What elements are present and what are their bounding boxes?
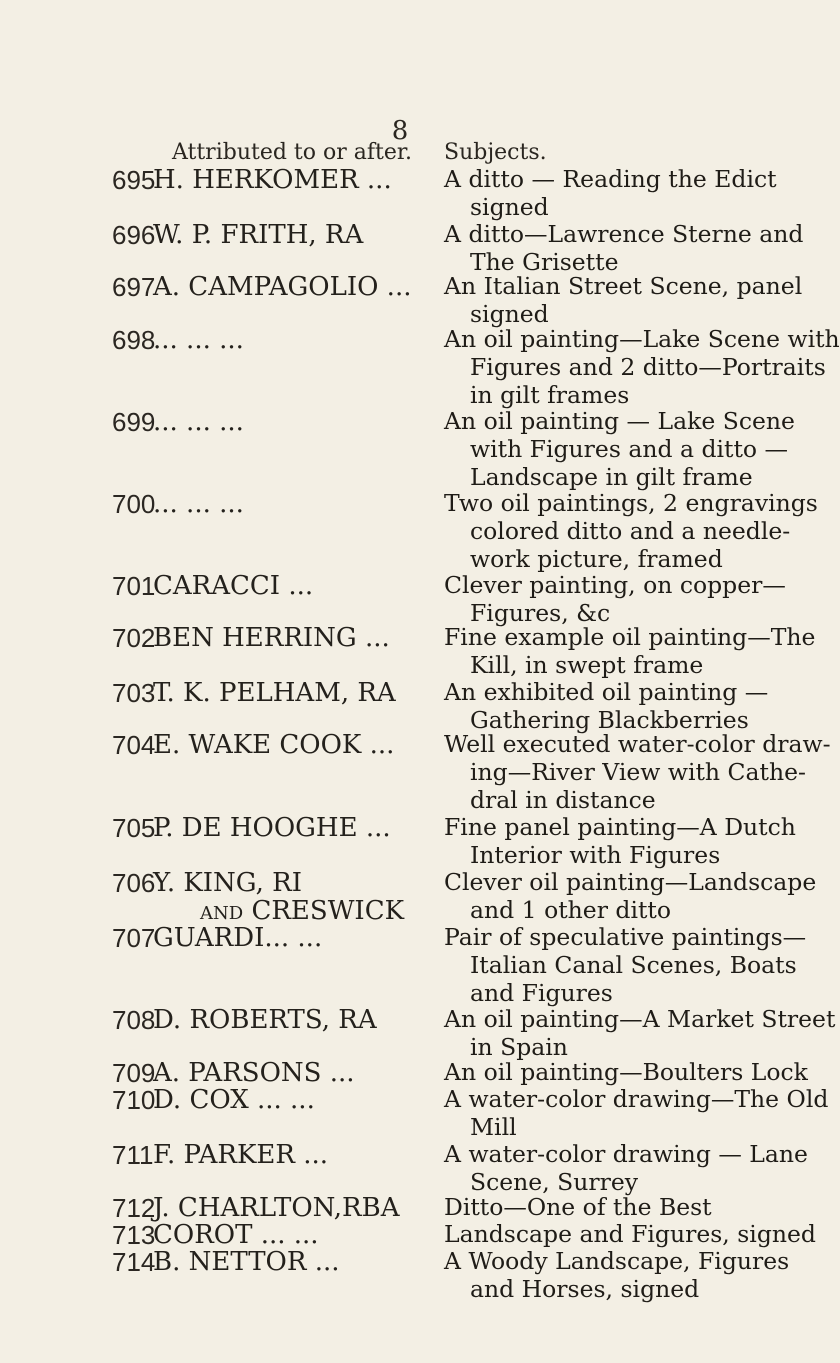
lot-subject-line: An exhibited oil painting —	[444, 678, 769, 706]
lot-artist: J. CHARLTON,RBA	[153, 1193, 400, 1223]
lot-subject	[444, 868, 817, 924]
lot-subject-line: An Italian Street Scene, panel	[444, 272, 803, 300]
lot-artist: F. PARKER ...	[153, 1140, 329, 1170]
lot-artist: T. K. PELHAM, RA	[153, 678, 396, 708]
lot-artist: COROT ... ...	[153, 1220, 319, 1250]
lot-number: 703	[112, 678, 156, 708]
lot-artist-continued: and CRESWICK	[200, 896, 405, 926]
lot-subject	[444, 165, 794, 221]
lot-subject-line: Clever oil painting—Landscape	[444, 868, 817, 896]
lot-subject-line: Kill, in swept frame	[470, 651, 704, 679]
lot-subject	[444, 923, 807, 1007]
lot-subject-line: Figures and 2 ditto—Portraits	[470, 353, 826, 381]
lot-number: 695	[112, 165, 156, 195]
lot-subject	[444, 1058, 808, 1086]
lot-artist: E. WAKE COOK ...	[153, 730, 395, 760]
column-header-attributed: Attributed to or after.	[172, 140, 412, 165]
lot-artist: H. HERKOMER ...	[153, 165, 392, 195]
lot-artist: Y. KING, RI	[153, 868, 303, 898]
lot-number: 705	[112, 813, 156, 843]
lot-subject	[444, 1193, 794, 1221]
lot-subject-line: and Figures	[470, 979, 613, 1007]
lot-subject-line: Italian Canal Scenes, Boats	[470, 951, 797, 979]
lot-subject-line: The Grisette	[470, 248, 619, 276]
lot-number: 709	[112, 1058, 156, 1088]
lot-subject-line: An oil painting—Lake Scene with	[444, 325, 840, 353]
lot-subject-line: An oil painting — Lake Scene	[444, 407, 795, 435]
lot-artist: BEN HERRING ...	[153, 623, 390, 653]
lot-number: 700	[112, 489, 156, 519]
lot-number: 702	[112, 623, 156, 653]
lot-subject-line: A ditto — Reading the Edict	[444, 165, 777, 193]
lot-number: 713	[112, 1220, 156, 1250]
lot-subject-line: and Horses, signed	[470, 1275, 700, 1303]
lot-subject	[444, 489, 818, 573]
lot-subject	[444, 1005, 836, 1061]
lot-subject-line: Landscape and Figures, signed	[444, 1220, 816, 1248]
lot-artist: A. CAMPAGOLIO ...	[153, 272, 412, 302]
lot-number: 708	[112, 1005, 156, 1035]
lot-subject-line: Well executed water-color draw-	[444, 730, 831, 758]
lot-subject	[444, 407, 794, 491]
lot-subject-line: in Spain	[470, 1033, 568, 1061]
lot-subject	[444, 813, 794, 869]
lot-subject-line: Figures, &c	[470, 599, 611, 627]
lot-subject	[444, 220, 804, 276]
lot-subject	[444, 272, 803, 328]
lot-subject-line: Scene, Surrey	[470, 1168, 639, 1196]
lot-subject-line: Mill	[470, 1113, 517, 1141]
column-header-subjects: Subjects.	[444, 140, 547, 165]
lot-subject-line: with Figures and a ditto —	[470, 435, 789, 463]
lot-artist: GUARDI... ...	[153, 923, 323, 953]
lot-number: 714	[112, 1247, 156, 1277]
lot-subject-line: signed	[470, 300, 549, 328]
lot-artist: D. ROBERTS, RA	[153, 1005, 377, 1035]
lot-subject-line: and 1 other ditto	[470, 896, 672, 924]
lot-number: 707	[112, 923, 156, 953]
lot-number: 697	[112, 272, 156, 302]
lot-subject-line: Ditto—One of the Best	[444, 1193, 712, 1221]
lot-subject	[444, 1140, 808, 1196]
lot-artist: ... ... ...	[153, 407, 244, 437]
lot-subject	[444, 1085, 829, 1141]
lot-number: 711	[112, 1140, 154, 1170]
lot-subject-line: colored ditto and a needle-	[470, 517, 791, 545]
lot-subject-line: A ditto—Lawrence Sterne and	[444, 220, 804, 248]
lot-artist: A. PARSONS ...	[153, 1058, 355, 1088]
lot-number: 696	[112, 220, 156, 250]
page-number: 8	[391, 116, 409, 146]
lot-number: 710	[112, 1085, 156, 1115]
lot-subject	[444, 325, 840, 409]
lot-number: 706	[112, 868, 156, 898]
lot-subject-line: Clever painting, on copper—	[444, 571, 786, 599]
lot-subject	[444, 623, 816, 679]
lot-subject-line: ing—River View with Cathe-	[470, 758, 806, 786]
lot-subject-line: dral in distance	[470, 786, 656, 814]
lot-subject-line: signed	[470, 193, 549, 221]
lot-subject-line: Fine example oil painting—The	[444, 623, 816, 651]
lot-subject-line: Landscape in gilt frame	[470, 463, 753, 491]
lot-artist: ... ... ...	[153, 325, 244, 355]
lot-artist: P. DE HOOGHE ...	[153, 813, 391, 843]
lot-number: 704	[112, 730, 156, 760]
lot-artist: ... ... ...	[153, 489, 244, 519]
lot-subject-line: Two oil paintings, 2 engravings	[444, 489, 818, 517]
lot-subject-line: A water-color drawing — Lane	[444, 1140, 808, 1168]
lot-artist: B. NETTOR ...	[153, 1247, 340, 1277]
lot-subject-line: An oil painting—Boulters Lock	[444, 1058, 808, 1086]
lot-number: 712	[112, 1193, 156, 1223]
lot-artist: W. P. FRITH, RA	[153, 220, 364, 250]
lot-number: 701	[112, 571, 156, 601]
lot-subject-line: A Woody Landscape, Figures	[444, 1247, 790, 1275]
lot-artist: CARACCI ...	[153, 571, 314, 601]
lot-subject	[444, 1220, 816, 1248]
lot-subject-line: An oil painting—A Market Street	[444, 1005, 836, 1033]
lot-subject-line: A water-color drawing—The Old	[444, 1085, 829, 1113]
lot-subject-line: in gilt frames	[470, 381, 630, 409]
lot-subject-line: Fine panel painting—A Dutch	[444, 813, 796, 841]
lot-subject-line: work picture, framed	[470, 545, 723, 573]
lot-subject	[444, 678, 794, 734]
lot-subject-line: Gathering Blackberries	[470, 706, 749, 734]
lot-subject	[444, 1247, 794, 1303]
lot-artist: D. COX ... ...	[153, 1085, 315, 1115]
lot-number: 698	[112, 325, 156, 355]
lot-subject	[444, 571, 794, 627]
lot-subject-line: Pair of speculative paintings—	[444, 923, 807, 951]
lot-number: 699	[112, 407, 156, 437]
lot-subject	[444, 730, 831, 814]
lot-subject-line: Interior with Figures	[470, 841, 721, 869]
